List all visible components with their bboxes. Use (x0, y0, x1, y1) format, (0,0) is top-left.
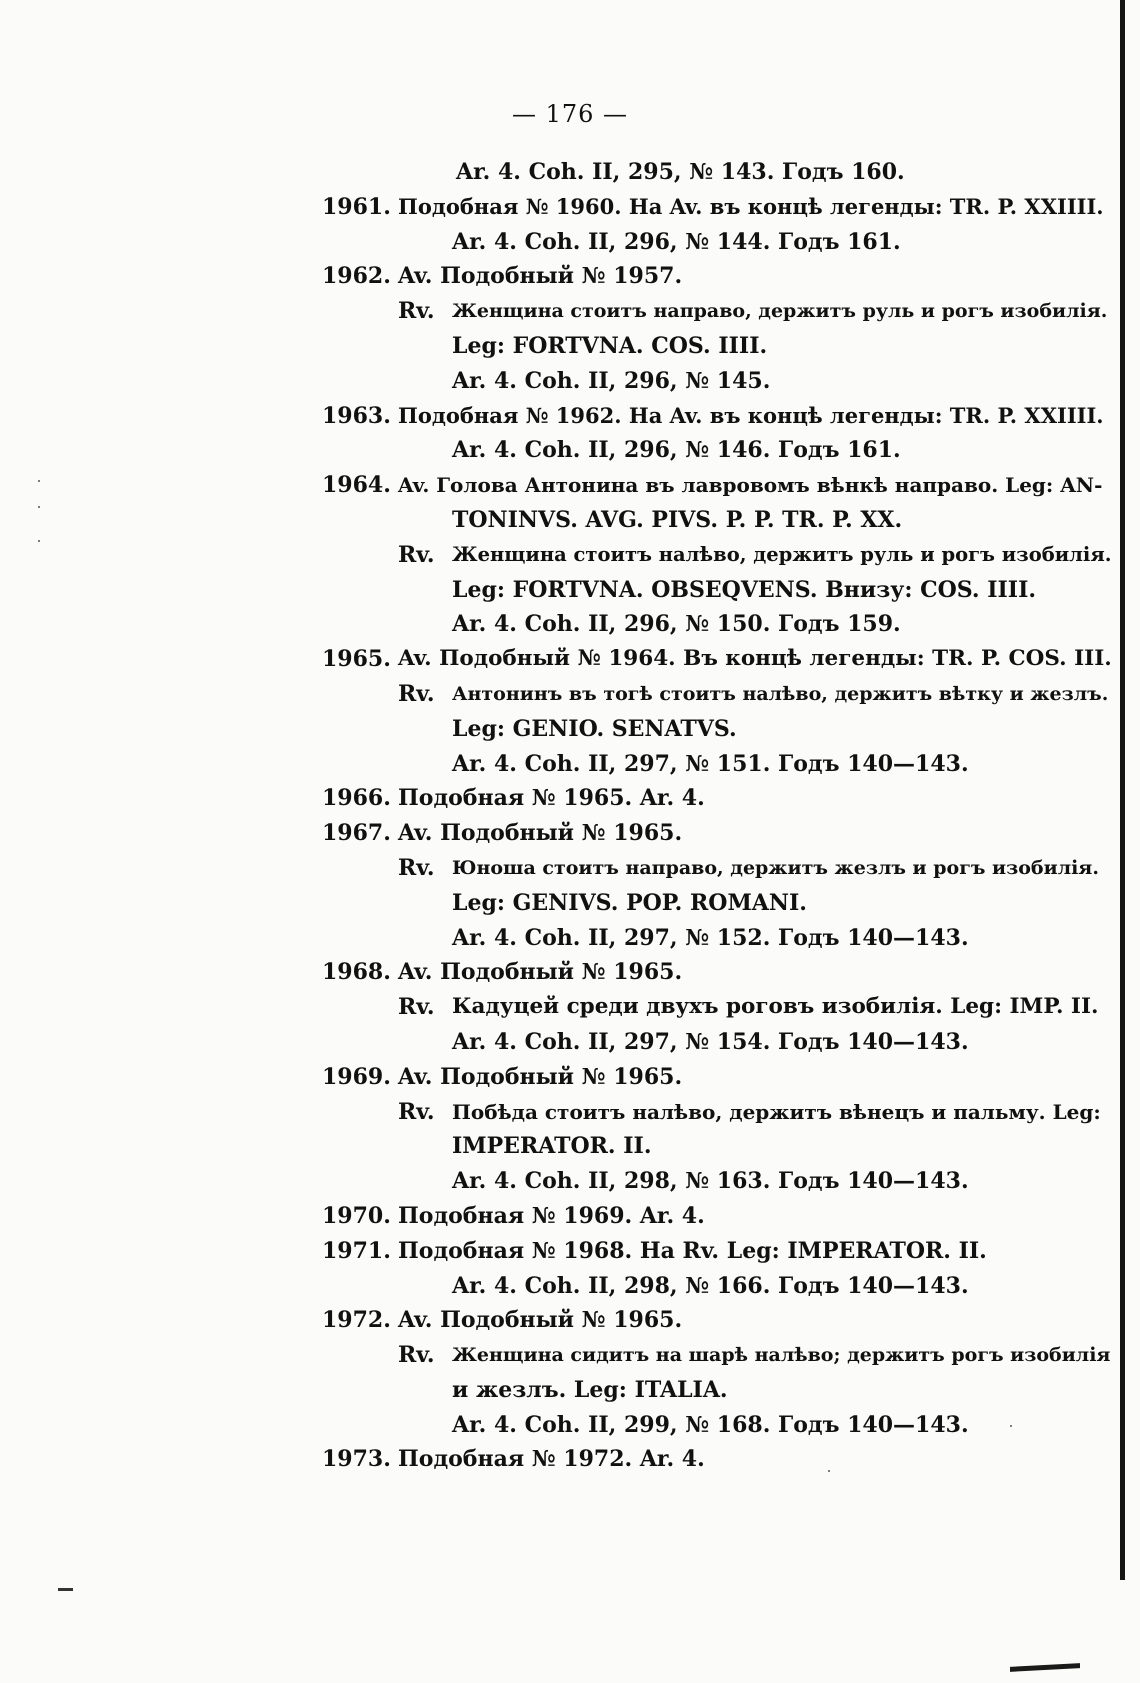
reverse-line: Кадуцей среди двухъ роговъ изобилія. Leg: IMP. II. (452, 994, 1099, 1020)
obverse-line: TONINVS. AVG. PIVS. P. P. TR. P. XX. (452, 506, 903, 533)
obverse-line: Av. Подобный № 1965. (398, 959, 683, 986)
scan-mark (58, 1588, 73, 1591)
entry-number: 1963. (322, 402, 391, 429)
reverse-label: Rv. (398, 680, 435, 707)
reverse-line: Юноша стоитъ направо, держитъ жезлъ и рогъ изобилія. (452, 856, 1099, 879)
obverse-line: Av. Подобный № 1965. (398, 1063, 683, 1090)
entry-number: 1973. (322, 1446, 391, 1473)
entry-number: 1972. (322, 1307, 391, 1334)
reverse-line: Женщина стоитъ налѣво, держитъ руль и рогъ изобилія. (452, 542, 1112, 566)
catalogue-entry-1971 (322, 1234, 1112, 1304)
obverse-line: Av. Голова Антонина въ лавровомъ вѣнкѣ направо. Leg: AN- (398, 473, 1103, 498)
catalogue-entry-1962 (322, 259, 1112, 398)
reverse-label: Rv. (398, 1342, 435, 1369)
catalogue-entry-1961 (322, 190, 1112, 260)
scan-speck (38, 506, 40, 508)
entry-line: Ar. 4. Coh. II, 296, № 146. Годъ 161. (452, 437, 901, 464)
entry-number: 1970. (322, 1202, 391, 1229)
reverse-line: Женщина стоитъ направо, держитъ руль и рогъ изобилія. (452, 300, 1108, 323)
obverse-line: Av. Подобный № 1965. (398, 1307, 683, 1334)
entry-line: Подобная № 1962. На Av. въ концѣ легенды: TR. P. XXIIII. (398, 402, 1104, 428)
reverse-label: Rv. (398, 994, 435, 1021)
reverse-block (398, 538, 1112, 642)
reverse-line: Leg: GENIVS. POP. ROMANI. (452, 889, 807, 916)
entry-line: Подобная № 1969. Ar. 4. (398, 1202, 705, 1229)
reverse-line: Ar. 4. Coh. II, 297, № 152. Годъ 140—143. (452, 924, 969, 951)
reverse-block (398, 851, 1112, 955)
reverse-label: Rv. (398, 854, 435, 881)
reverse-line: Leg: FORTVNA. OBSEQVENS. Внизу: COS. IIII. (452, 576, 1037, 603)
scan-speck (38, 480, 40, 482)
entry-line: Ar. 4. Coh. II, 298, № 166. Годъ 140—143. (452, 1272, 969, 1299)
catalogue-entry-1973 (322, 1442, 1112, 1477)
reverse-label: Rv. (398, 298, 435, 325)
reverse-line: Антонинъ въ тогѣ стоитъ налѣво, держитъ вѣтку и жезлъ. (452, 682, 1109, 705)
scan-speck (38, 540, 40, 542)
catalogue-entry-1965 (322, 642, 1112, 781)
catalogue-entry-1966 (322, 781, 1112, 816)
reverse-block (398, 990, 1112, 1060)
scan-edge (1120, 0, 1125, 1580)
page-number: — 176 — (511, 100, 629, 128)
entry-line: Подобная № 1972. Ar. 4. (398, 1446, 705, 1473)
reverse-line: Женщина сидитъ на шарѣ налѣво; держитъ рогъ изобилія (452, 1344, 1111, 1367)
catalogue-entry-1968 (322, 955, 1112, 1059)
entry-number: 1965. (322, 646, 391, 673)
reverse-block (398, 1095, 1112, 1199)
reverse-line: Leg: FORTVNA. COS. IIII. (452, 332, 768, 359)
scan-mark (1010, 1663, 1080, 1672)
reverse-block (398, 1338, 1112, 1442)
catalogue-entry-1969 (322, 1060, 1112, 1199)
reverse-line: Ar. 4. Coh. II, 299, № 168. Годъ 140—143. (452, 1411, 969, 1438)
catalogue-text (322, 155, 1112, 1477)
entry-line: Подобная № 1968. На Rv. Leg: IMPERATOR. II. (398, 1237, 987, 1264)
catalogue-entry-1972 (322, 1303, 1112, 1442)
entry-number: 1971. (322, 1237, 391, 1264)
entry-line: Ar. 4. Coh. II, 296, № 144. Годъ 161. (452, 228, 901, 255)
reverse-line: Leg: GENIO. SENATVS. (452, 715, 737, 742)
entry-line: Подобная № 1965. Ar. 4. (398, 785, 705, 812)
catalogue-entry-1964 (322, 468, 1112, 642)
entry-number: 1967. (322, 820, 391, 847)
reverse-line: IMPERATOR. II. (452, 1133, 652, 1160)
entry-number: 1969. (322, 1063, 391, 1090)
catalogue-entry-1967 (322, 816, 1112, 955)
entry-number: 1968. (322, 959, 391, 986)
reverse-block (398, 294, 1112, 398)
obverse-line: Av. Подобный № 1964. Въ концѣ легенды: TR. P. COS. III. (398, 646, 1112, 672)
reverse-label: Rv. (398, 541, 435, 568)
entry-number: 1962. (322, 263, 391, 290)
entry-number: 1964. (322, 472, 391, 499)
reverse-label: Rv. (398, 1098, 435, 1125)
reverse-line: Ar. 4. Coh. II, 298, № 163. Годъ 140—143. (452, 1168, 969, 1195)
obverse-line: Av. Подобный № 1957. (398, 263, 683, 290)
reverse-line: и жезлъ. Leg: ITALIA. (452, 1376, 728, 1403)
reverse-line: Ar. 4. Coh. II, 297, № 154. Годъ 140—143. (452, 1028, 969, 1055)
entry-number: 1961. (322, 193, 391, 220)
obverse-line: Av. Подобный № 1965. (398, 820, 683, 847)
catalogue-entry-1970 (322, 1199, 1112, 1234)
reverse-line: Побѣда стоитъ налѣво, держитъ вѣнецъ и пальму. Leg: (452, 1099, 1101, 1124)
reverse-line: Ar. 4. Coh. II, 296, № 145. (452, 367, 771, 394)
continued-line: Ar. 4. Coh. II, 295, № 143. Годъ 160. (456, 159, 905, 185)
entry-line: Подобная № 1960. На Av. въ концѣ легенды: TR. P. XXIIII. (398, 193, 1104, 219)
reverse-line: Ar. 4. Coh. II, 296, № 150. Годъ 159. (452, 611, 901, 638)
entry-number: 1966. (322, 785, 391, 812)
reverse-line: Ar. 4. Coh. II, 297, № 151. Годъ 140—143. (452, 750, 969, 777)
reverse-block (398, 677, 1112, 781)
catalogue-entry-1963 (322, 399, 1112, 469)
